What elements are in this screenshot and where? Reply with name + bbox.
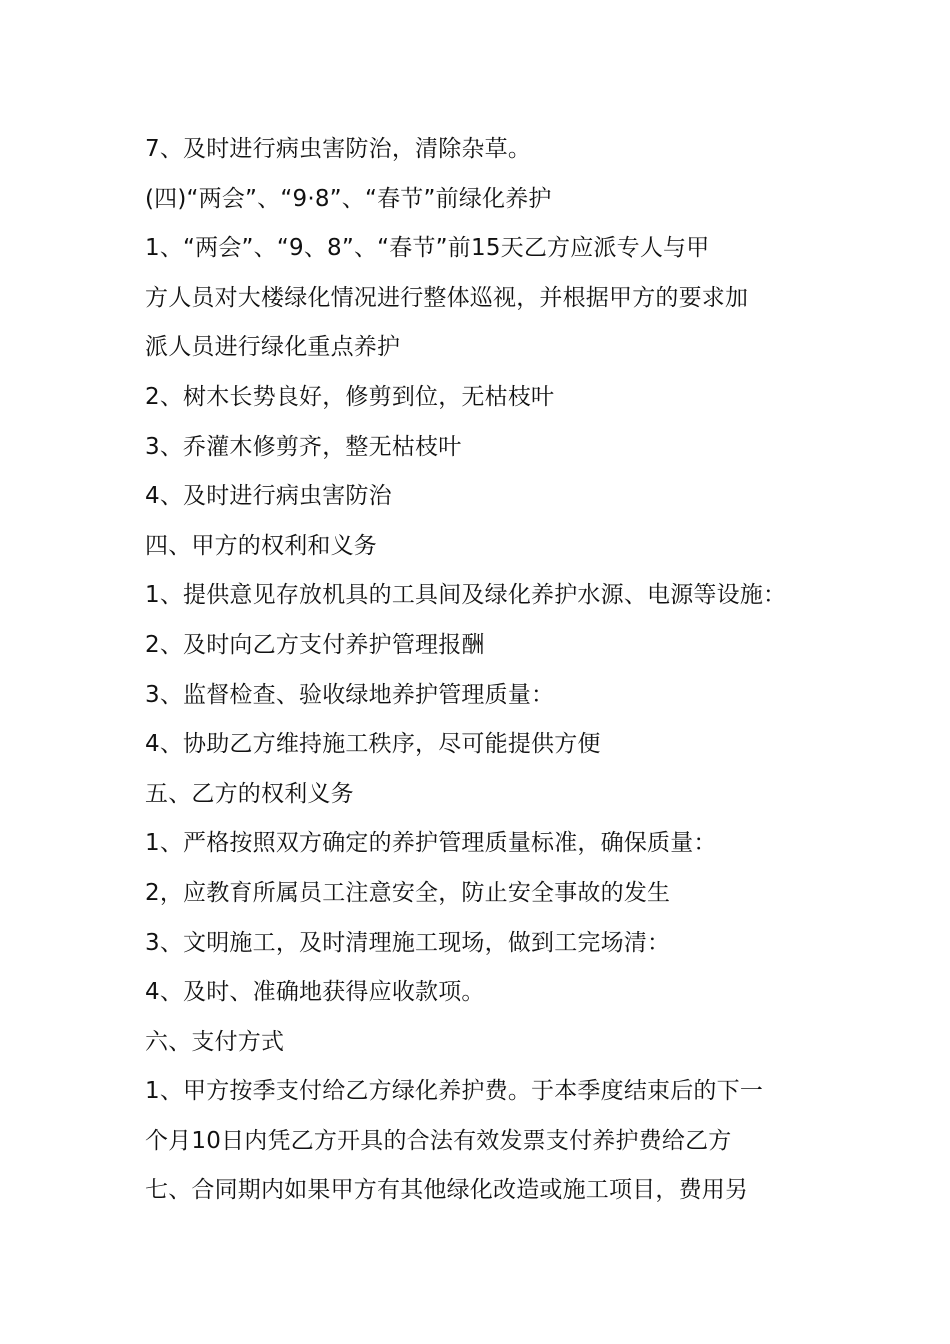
section-heading: 四、甲方的权利和义务: [145, 532, 377, 559]
list-item: 2，应教育所属员工注意安全，防止安全事故的发生: [145, 879, 671, 906]
list-item: 3、乔灌木修剪齐，整无枯枝叶: [145, 433, 462, 460]
list-item-continuation: 个月10日内凭乙方开具的合法有效发票支付养护费给乙方: [145, 1127, 732, 1154]
list-item: 1、严格按照双方确定的养护管理质量标准，确保质量：: [145, 830, 717, 857]
list-item: 1、甲方按季支付给乙方绿化养护费。于本季度结束后的下一: [145, 1078, 764, 1105]
list-item: 7、及时进行病虫害防治，清除杂草。: [145, 136, 532, 162]
list-item: 4、及时进行病虫害防治: [145, 483, 392, 510]
list-item: 2、及时向乙方支付养护管理报酬: [145, 631, 485, 658]
section-heading: 七、合同期内如果甲方有其他绿化改造或施工项目，费用另: [145, 1177, 749, 1204]
list-item: 1、提供意见存放机具的工具间及绿化养护水源、电源等设施：: [145, 582, 787, 609]
section-heading: 六、支付方式: [145, 1028, 285, 1055]
list-item: 4、及时、准确地获得应收款项。: [145, 979, 485, 1006]
section-heading: 五、乙方的权利义务: [145, 780, 354, 807]
list-item: 2、树木长势良好，修剪到位，无枯枝叶: [145, 383, 555, 410]
list-item: 4、协助乙方维持施工秩序，尽可能提供方便: [145, 731, 601, 758]
list-item: 3、文明施工，及时清理施工现场，做到工完场清：: [145, 929, 671, 956]
list-item: 3、监督检查、验收绿地养护管理质量：: [145, 681, 555, 708]
section-heading: (四)“两会”、“9·8”、“春节”前绿化养护: [145, 185, 552, 212]
document-body: [145, 125, 835, 1216]
list-item-continuation: 派人员进行绿化重点养护: [145, 334, 401, 361]
list-item: 1、“两会”、“9、8”、“春节”前15天乙方应派专人与甲: [145, 235, 710, 262]
list-item-continuation: 方人员对大楼绿化情况进行整体巡视，并根据甲方的要求加: [145, 284, 749, 311]
